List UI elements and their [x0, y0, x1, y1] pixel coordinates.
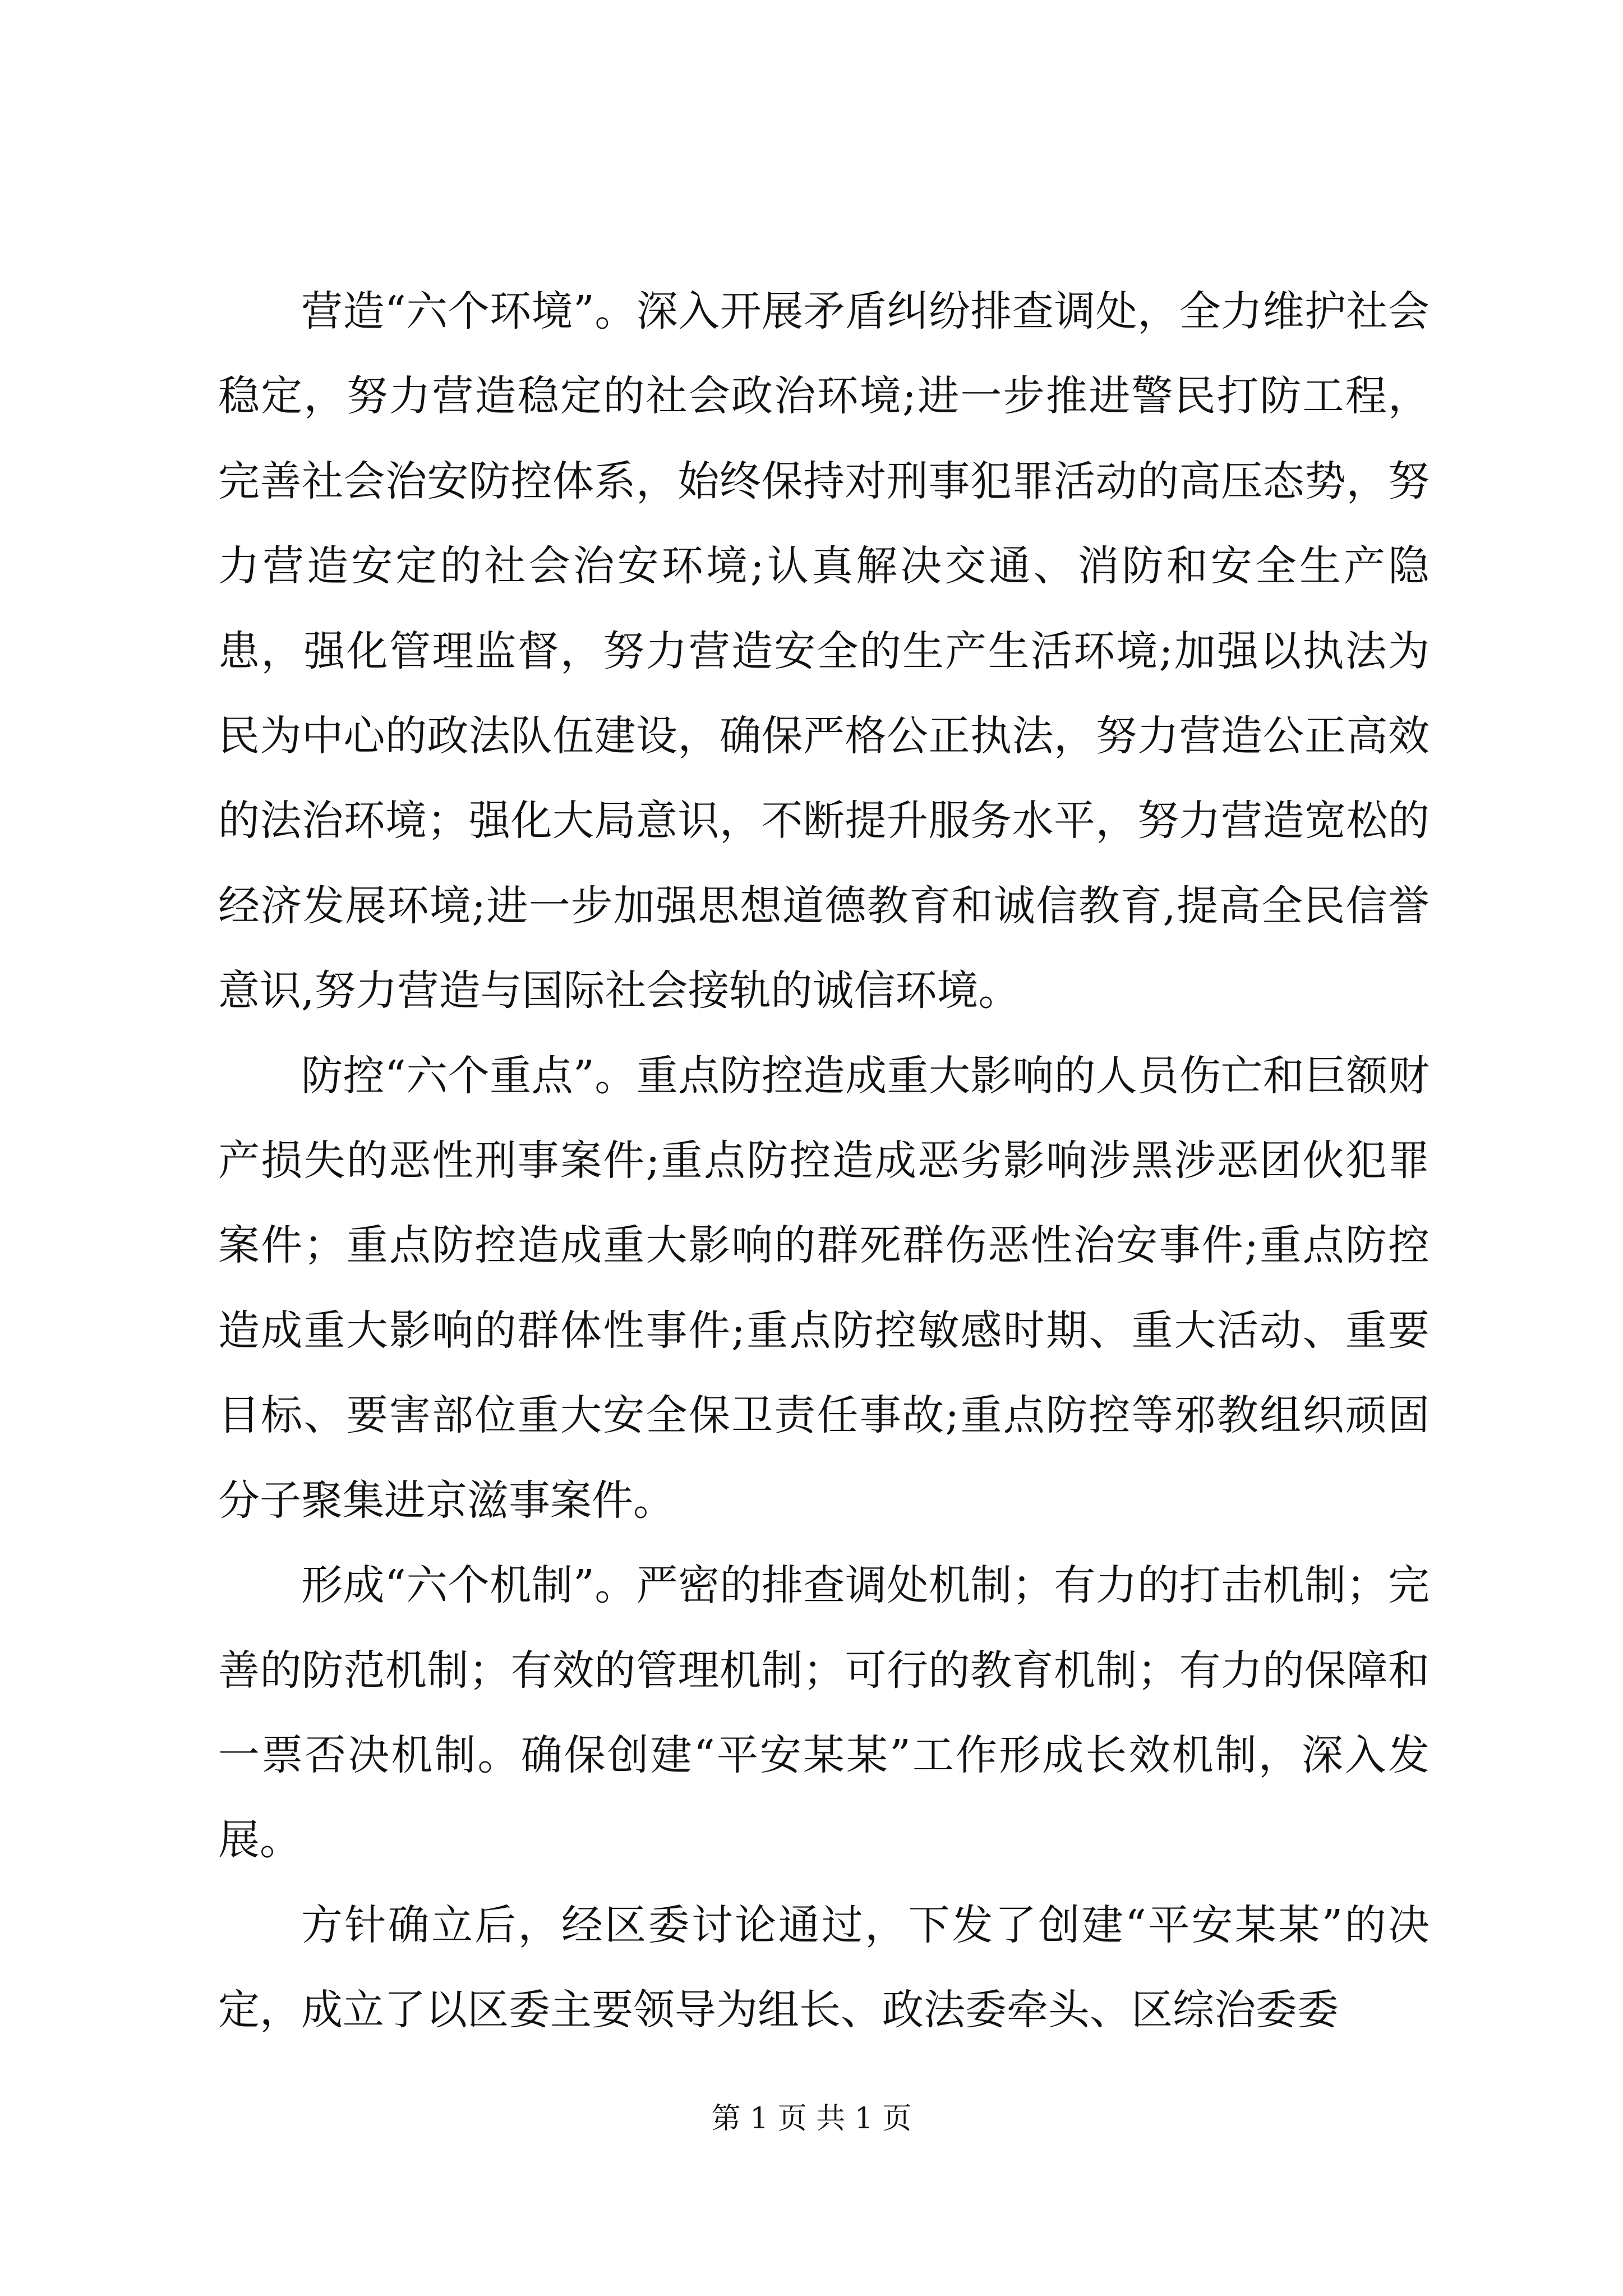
page-number-footer: 第 1 页 共 1 页 — [711, 2102, 912, 2136]
paragraph-six-key-points: 防控“六个重点”。重点防控造成重大影响的人员伤亡和巨额财产损失的恶性刑事案件;重点防控造成恶劣影响涉黑涉恶团伙犯罪案件；重点防控造成重大影响的群死群伤恶性治安事件;重点防控造成重大影响的群体性事件;重点防控敏感时期、重大活动、重要目标、要害部位重大安全保卫责任事故;重点防控等邪教组织顽固分子聚集进京滋事案件。 — [218, 1051, 1430, 1525]
paragraph-policy-established: 方针确立后，经区委讨论通过，下发了创建“平安某某”的决定，成立了以区委主要领导为组长、政法委牵头、区综治委委 — [218, 1901, 1430, 2035]
paragraph-six-environments: 营造“六个环境”。深入开展矛盾纠纷排查调处，全力维护社会稳定，努力营造稳定的社会政治环境;进一步推进警民打防工程，完善社会治安防控体系，始终保持对刑事犯罪活动的高压态势，努力营造安定的社会治安环境;认真解决交通、消防和安全生产隐患，强化管理监督，努力营造安全的生产生活环境;加强以执法为民为中心的政法队伍建设，确保严格公正执法，努力营造公正高效的法治环境；强化大局意识，不断提升服务水平，努力营造宽松的经济发展环境;进一步加强思想道德教育和诚信教育,提高全民信誉意识,努力营造与国际社会接轨的诚信环境。 — [218, 287, 1430, 1015]
paragraph-six-mechanisms: 形成“六个机制”。严密的排查调处机制；有力的打击机制；完善的防范机制；有效的管理机制；可行的教育机制；有力的保障和一票否决机制。确保创建“平安某某”工作形成长效机制，深入发展。 — [218, 1561, 1430, 1865]
document-body — [218, 269, 1430, 2053]
